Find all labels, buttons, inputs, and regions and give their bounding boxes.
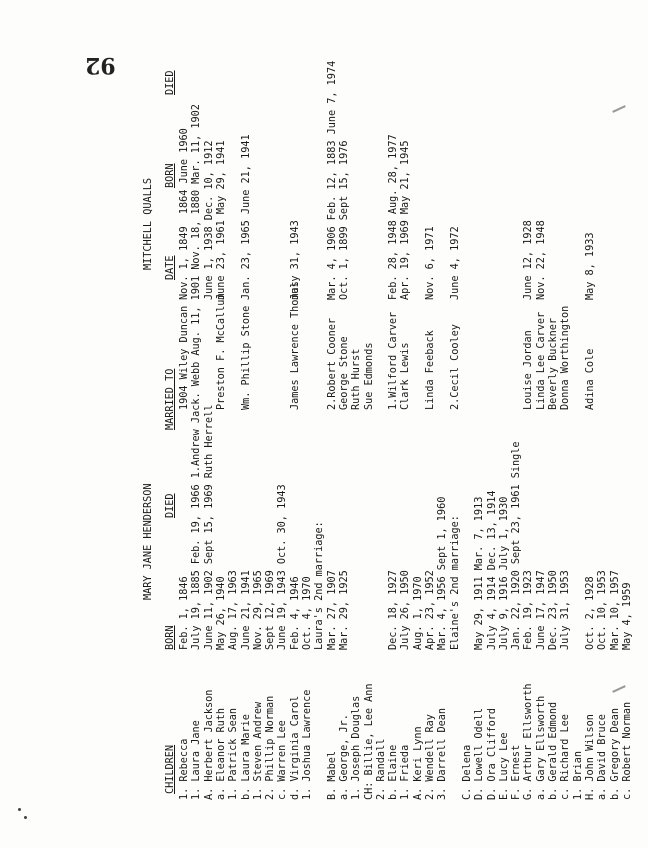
row-cell-e: Nov. 22, 1948: [535, 220, 547, 300]
row-cell-a: b. Gerald Edmond: [548, 701, 559, 800]
row-cell-c: Clark Lewis: [400, 342, 412, 410]
col-married-to: MARRIED TO: [165, 368, 176, 430]
row-cell-a: 2. Wendell Ray: [425, 714, 436, 800]
row-cell-e: July 31, 1943: [289, 220, 301, 300]
col-date: DATE: [165, 255, 176, 280]
row-cell-a: b. Elaine: [388, 744, 400, 800]
ink-speck: [18, 808, 21, 811]
row-cell-b: Feb. 1, 1846: [179, 576, 190, 650]
col-died2: DIED: [165, 70, 176, 95]
row-cell-b: Mar. 10, 1957: [609, 570, 621, 650]
row-cell-b: June 19, 1943 Oct. 30, 1943: [277, 484, 289, 650]
row-cell-c: Sue Edmonds: [363, 342, 375, 410]
row-cell-e: Mar. 4, 1906 Feb. 12, 1883 June 7, 1974: [326, 60, 338, 300]
row-cell-a: 1. Patrick Sean: [228, 707, 240, 800]
row-cell-b: Jan. 22, 1920 Sept 23, 1961 Single: [511, 441, 523, 650]
row-cell-b: Mar. 27, 1907: [326, 570, 338, 650]
row-cell-a: E. Lucy Lee: [498, 732, 510, 800]
row-cell-c: Wm. Phillip Stone: [240, 305, 252, 410]
row-cell-b: Mar. 4, 1956 Sept 1, 1960: [437, 496, 449, 650]
col-children: CHILDREN: [165, 744, 176, 794]
row-cell-a: D. Lowell Odell: [474, 707, 486, 800]
row-cell-b: May 4, 1959: [621, 582, 633, 650]
row-cell-a: CH: Billie, Lee Ann: [363, 683, 375, 800]
row-cell-a: c. Richard Lee: [560, 714, 572, 800]
row-cell-b: Apr. 23, 1952: [425, 570, 436, 650]
row-cell-a: 1. Brian: [572, 750, 584, 800]
row-cell-e: May 8, 1933: [584, 232, 596, 300]
row-cell-a: d. Virginia Carol: [289, 695, 301, 800]
row-cell-e: June 12, 1928: [523, 220, 535, 300]
row-cell-a: 1. Laura Jane: [191, 720, 203, 800]
header-right: MITCHELL QUALLS: [143, 177, 154, 270]
header-left: MARY JANE HENDERSON: [143, 483, 154, 600]
row-cell-b: Feb. 4, 1946: [289, 576, 301, 650]
row-cell-b: July 9, 1916 July 1, 1930: [498, 496, 510, 650]
row-cell-a: 1. Joseph Douglas: [351, 695, 363, 800]
row-cell-b: Dec. 23, 1950: [548, 570, 559, 650]
row-cell-a: a. David Bruce: [597, 714, 609, 800]
row-cell-c: Louise Jordan: [523, 330, 535, 410]
row-cell-b: Laura's 2nd marriage:: [314, 521, 326, 650]
row-cell-b: Elaine's 2nd marriage:: [449, 515, 461, 650]
row-cell-c: Linda Lee Carver: [535, 311, 547, 410]
row-cell-b: July 31, 1953: [560, 570, 572, 650]
row-cell-a: D. Ora Clifford: [486, 707, 498, 800]
row-cell-a: 1. Joshua Lawrence: [302, 689, 313, 800]
row-cell-b: June 11, 1902 Sept 15, 1969 Ruth Herrell: [203, 404, 215, 650]
row-cell-a: B. Mabel: [326, 750, 338, 800]
row-cell-a: b. Gregory Dean: [609, 707, 621, 800]
row-cell-e: Nov. 1, 1849 1864 June 1960: [179, 128, 190, 300]
row-cell-c: George Stone: [338, 336, 350, 410]
page-number: 92: [85, 52, 116, 78]
row-cell-e: Feb. 28, 1948 Aug. 28, 1977: [388, 134, 400, 300]
row-cell-c: Adina Cole: [584, 348, 596, 410]
row-cell-b: Aug. 1, 1970: [412, 576, 424, 650]
row-cell-a: 1. Frieda: [400, 744, 412, 800]
row-cell-b: June 17, 1947: [535, 570, 547, 650]
ink-speck: [24, 816, 27, 819]
row-cell-e: Oct. 1, 1899 Sept 15, 1976: [338, 140, 350, 300]
row-cell-b: Mar. 29, 1925: [338, 570, 350, 650]
row-cell-b: Aug. 17, 1963: [228, 570, 240, 650]
row-cell-c: Preston F. McCallum: [215, 293, 227, 410]
row-cell-c: Donna Worthington: [560, 305, 572, 410]
row-cell-c: 2.Cecil Cooley: [449, 324, 461, 410]
row-cell-b: May 26, 1940: [215, 576, 227, 650]
row-cell-c: 1.Wilford Carver: [388, 311, 400, 410]
row-cell-b: Oct. 10, 1953: [597, 570, 609, 650]
row-cell-b: Nov. 29, 1965: [252, 570, 264, 650]
row-cell-e: June 1, 1938 Dec. 10, 1912: [203, 140, 215, 300]
row-cell-a: a. Eleanor Ruth: [215, 707, 227, 800]
row-cell-a: a. Gary Ellsworth: [535, 695, 547, 800]
row-cell-c: Linda Feeback: [425, 330, 436, 410]
row-cell-a: A. Herbert Jackson: [203, 689, 215, 800]
row-cell-b: Feb. 19, 1923: [523, 570, 535, 650]
row-cell-a: 2. Randall: [375, 738, 387, 800]
row-cell-a: H. John Wilson: [584, 714, 596, 800]
row-cell-b: July 26, 1950: [400, 570, 412, 650]
row-cell-c: 1904 Wiley Duncan: [179, 305, 190, 410]
row-cell-a: a. George, Jr.: [338, 714, 350, 800]
row-cell-a: 1. Steven Andrew: [252, 701, 264, 800]
row-cell-e: June 4, 1972: [449, 226, 461, 300]
col-died: DIED: [165, 493, 176, 518]
row-cell-e: Jan. 23, 1965 June 21, 1941: [240, 134, 252, 300]
row-cell-a: 1. Rebecca: [179, 738, 190, 800]
row-cell-c: Beverly Buckner: [548, 317, 559, 410]
row-cell-a: G. Arthur Ellsworth: [523, 683, 535, 800]
row-cell-b: June 21, 1941: [240, 570, 252, 650]
row-cell-a: c. Robert Norman: [621, 701, 633, 800]
row-cell-b: Sept 12, 1969: [265, 570, 277, 650]
row-cell-b: July 19, 1885 Feb. 19, 1966 1.Andrew Jack. Webb Aug. 11, 1901 Nov. 18, 1880 Mar. 11, 1902: [191, 104, 203, 650]
row-cell-b: Oct. 2, 1928: [584, 576, 596, 650]
row-cell-b: Dec. 18, 1927: [388, 570, 400, 650]
row-cell-e: Apr. 19, 1969 May 21, 1945: [400, 140, 412, 300]
row-cell-b: July 4, 1914 Dec. 13, 1914: [486, 490, 498, 650]
row-cell-a: A. Keri Lynn: [412, 726, 424, 800]
col-born2: BORN: [165, 163, 176, 188]
row-cell-a: c. Warren Lee: [277, 720, 289, 800]
row-cell-b: Oct. 4, 1970: [302, 576, 313, 650]
row-cell-a: F. Ernest: [511, 744, 523, 800]
col-born: BORN: [165, 625, 176, 650]
row-cell-e: Nov. 6, 1971: [425, 226, 436, 300]
row-cell-b: May 29, 1911 Mar. 7, 1913: [474, 496, 486, 650]
row-cell-a: C. Delena: [461, 744, 473, 800]
rotated-genealogy-sheet: [0, 40, 648, 800]
row-cell-c: Ruth Hurst: [351, 348, 363, 410]
row-cell-e: June 23, 1961 May 29, 1941: [215, 140, 227, 300]
row-cell-c: 2.Robert Cooner: [326, 317, 338, 410]
row-cell-a: 2. Phillip Norman: [265, 695, 277, 800]
row-cell-a: b. Laura Marie: [240, 714, 252, 800]
row-cell-a: 3. Darrell Dean: [437, 707, 449, 800]
row-cell-c: James Lawrence Thomas: [289, 281, 301, 410]
